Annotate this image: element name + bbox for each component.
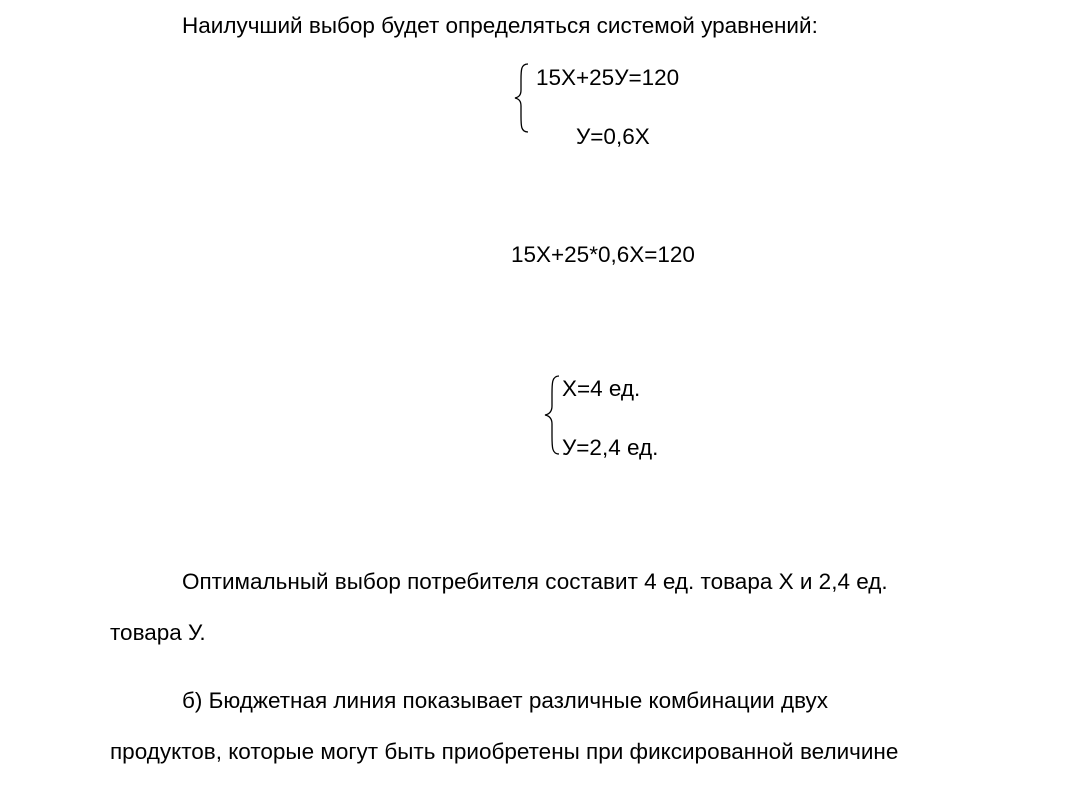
- system2-equation-2: У=2,4 ед.: [562, 435, 659, 460]
- paragraph-1-line-1: Оптимальный выбор потребителя составит 4 ед. товара Х и 2,4 ед.: [182, 569, 888, 594]
- paragraph-2-line-1: б) Бюджетная линия показывает различные комбинации двух: [182, 688, 829, 713]
- system2-equation-1: Х=4 ед.: [562, 376, 641, 401]
- intro-line: Наилучший выбор будет определяться системой уравнений:: [182, 13, 818, 38]
- paragraph-1-line-2: товара У.: [110, 620, 206, 645]
- system1-equation-2: У=0,6Х: [576, 124, 650, 149]
- left-brace-icon: [512, 62, 532, 134]
- system1-equation-1: 15Х+25У=120: [536, 65, 680, 90]
- substitution-equation: 15Х+25*0,6Х=120: [511, 242, 695, 267]
- paragraph-2-line-2: продуктов, которые могут быть приобретены при фиксированной величине: [110, 739, 899, 764]
- left-brace-icon: [542, 374, 562, 456]
